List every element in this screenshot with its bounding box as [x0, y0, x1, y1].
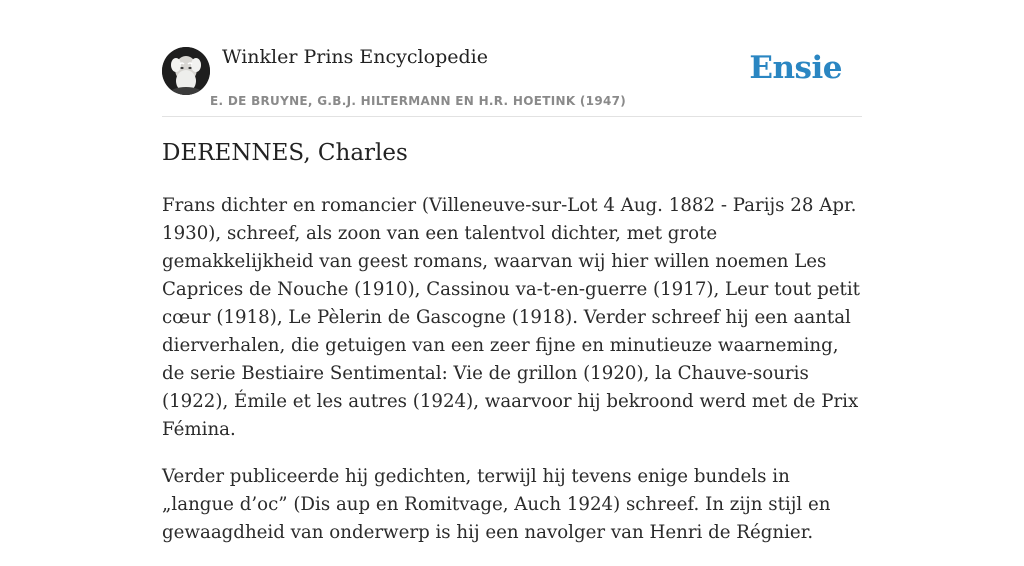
page-container	[162, 0, 862, 543]
article-paragraph: Verder publiceerde hij gedichten, terwijl hij tevens enige bundels in „langue d’oc” (Dis aup en Romitvage, Auch 1924) schreef. In zijn stijl en gewaagdheid van onderwerp is hij een navolger van Henri de Régnier.	[162, 466, 831, 543]
article-title: DERENNES, Charles	[162, 140, 408, 166]
brand-logo-link[interactable]: Ensie	[749, 50, 842, 86]
article-paragraph: Frans dichter en romancier (Villeneuve-sur-Lot 4 Aug. 1882 - Parijs 28 Apr. 1930), schreef, als zoon van een talentvol dichter, met grote gemakkelijkheid van geest romans, waarvan wij hier willen noemen Les Caprices de Nouche (1910), Cassinou va-t-en-guerre (1917), Leur tout petit cœur (1918), Le Pèlerin de Gascogne (1918). Verder schreef hij een aantal dierverhalen, die getuigen van een zeer fijne en minutieuze waarneming, de serie Bestiaire Sentimental: Vie de grillon (1920), la Chauve-souris (1922), Émile et les autres (1924), waarvoor hij bekroond werd met de Prix Fémina.	[162, 195, 860, 440]
site-title-link[interactable]: Winkler Prins Encyclopedie	[222, 46, 488, 68]
author-portrait-icon[interactable]	[162, 47, 210, 95]
authors-line: E. DE BRUYNE, G.B.J. HILTERMANN EN H.R. HOETINK (1947)	[210, 94, 627, 108]
site-header	[162, 0, 862, 117]
article-body	[162, 192, 862, 566]
